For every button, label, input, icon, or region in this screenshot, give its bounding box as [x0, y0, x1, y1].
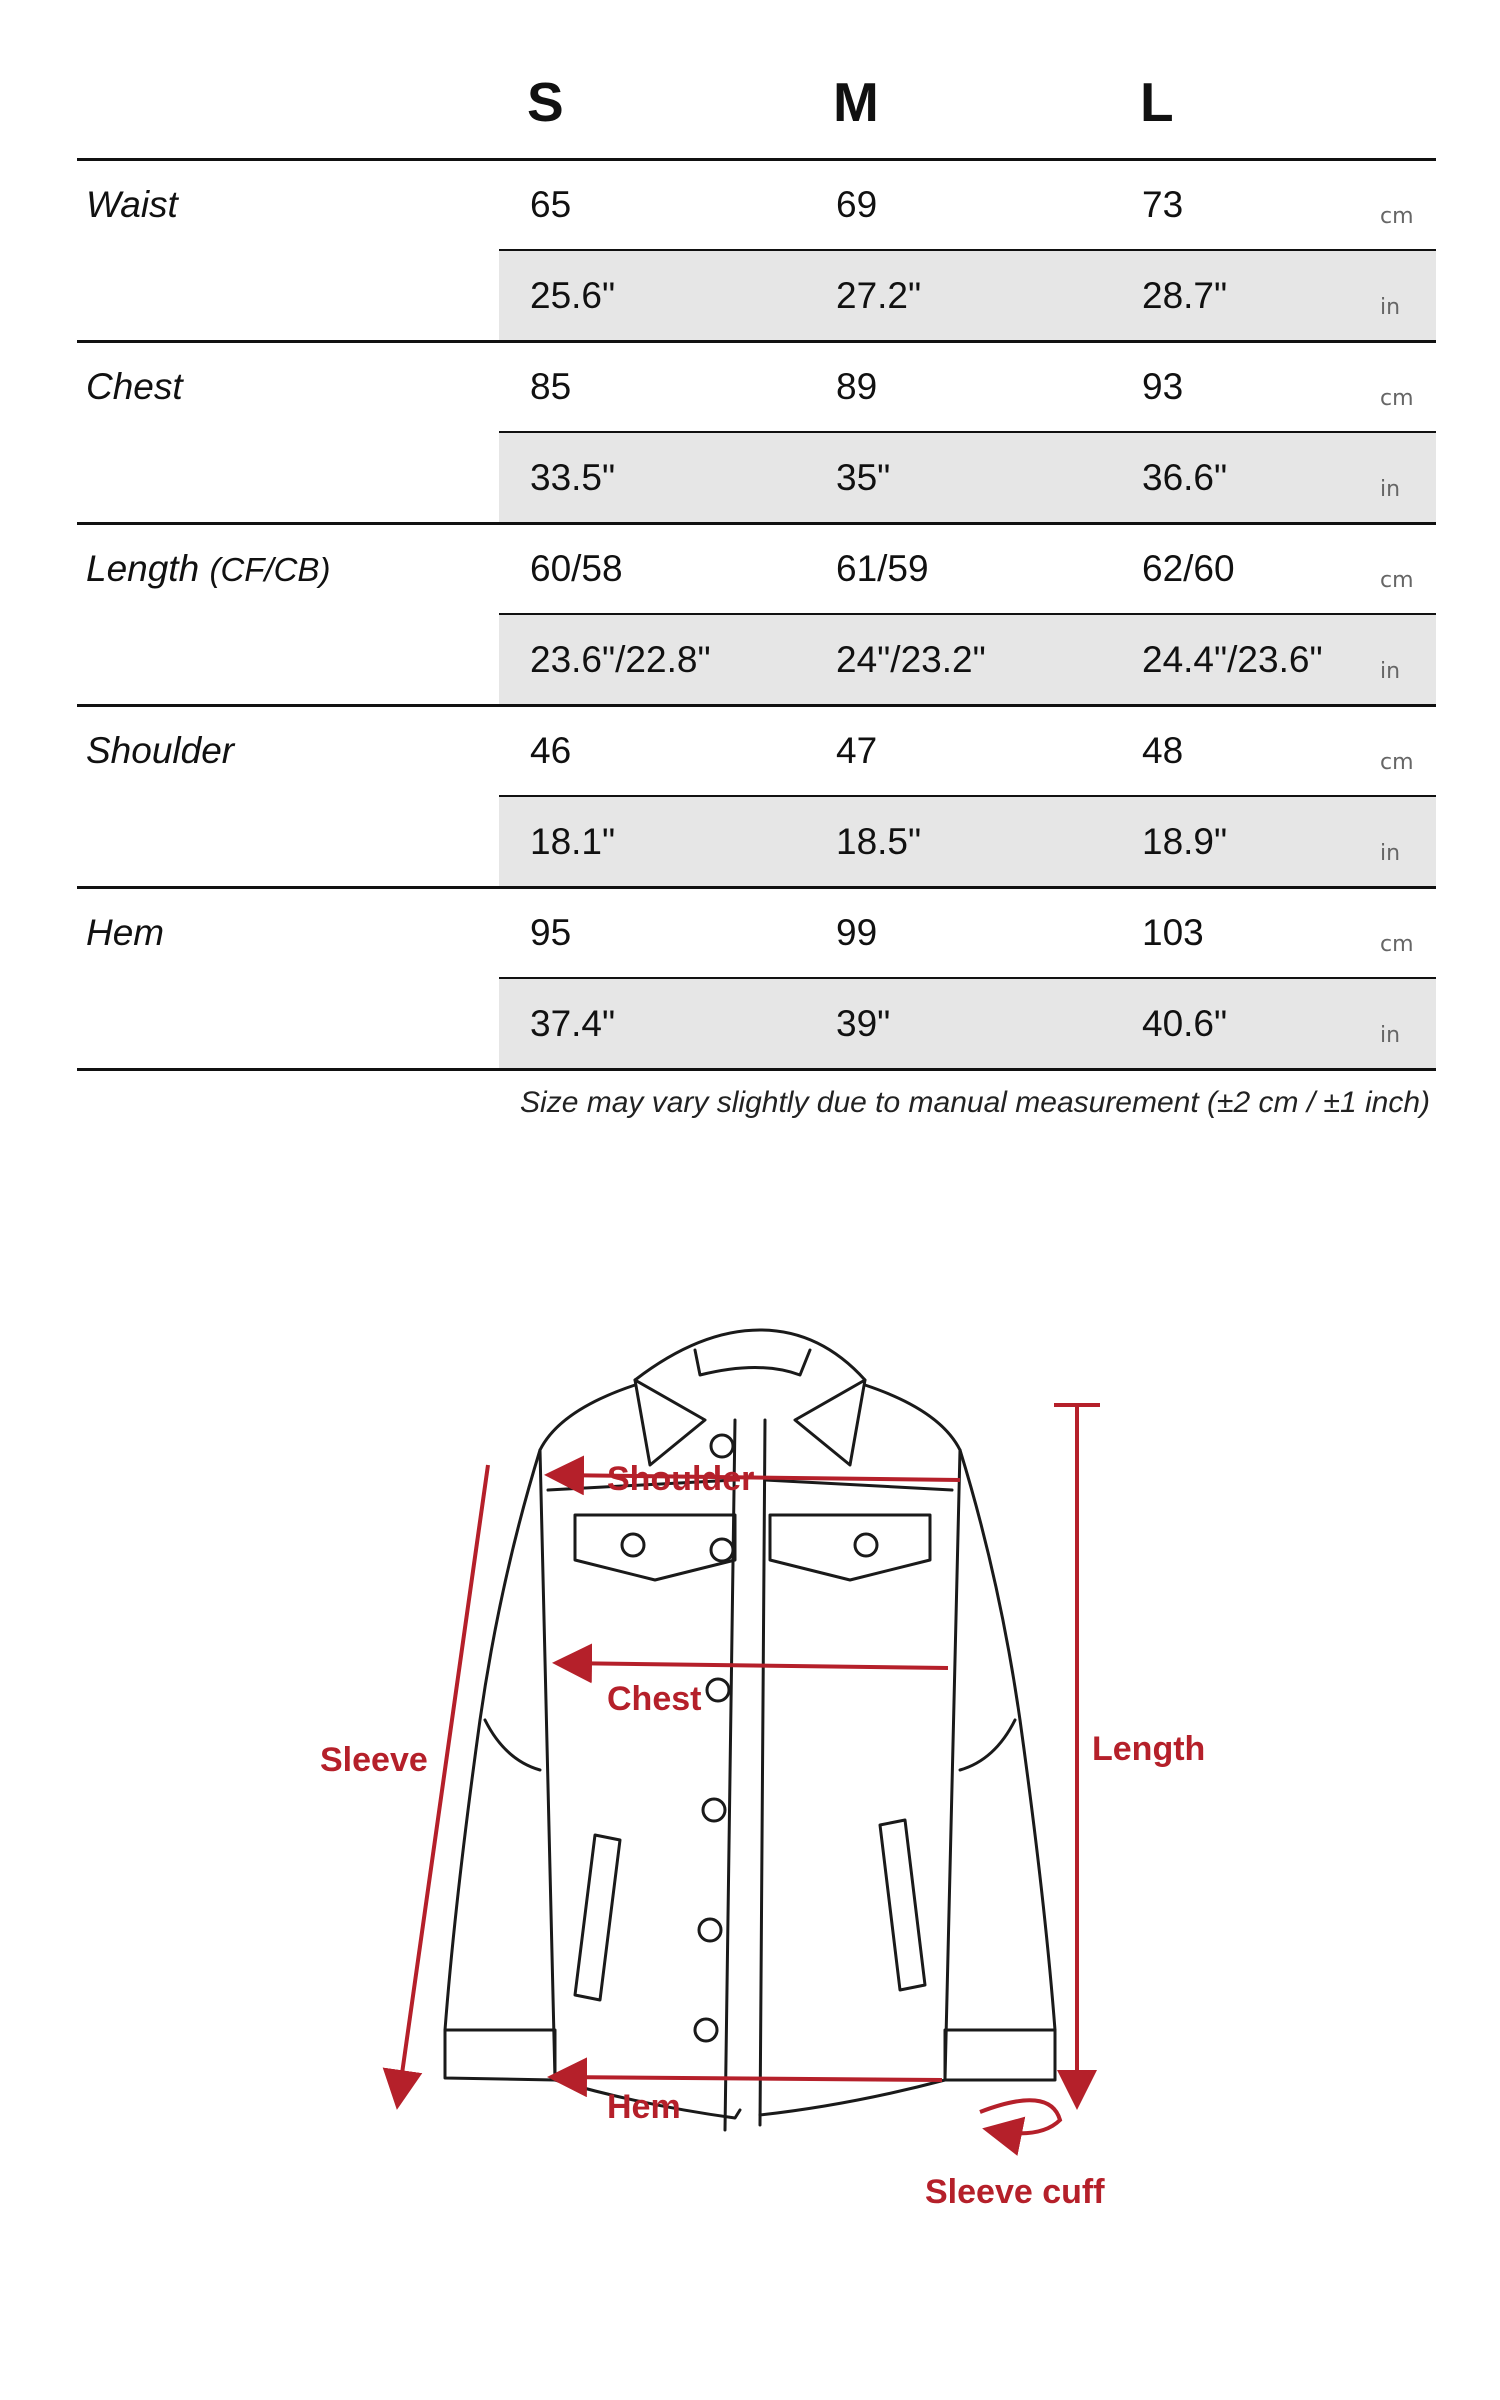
chest-in-m: 35" [836, 457, 891, 498]
row-divider [499, 795, 1436, 797]
table-divider [77, 704, 1436, 707]
jacket-measurement-diagram [0, 1200, 1500, 2300]
button [855, 1534, 877, 1556]
chest-arrow [560, 1663, 948, 1668]
chest-cm-l: 93 [1142, 366, 1184, 407]
button [699, 1919, 721, 1941]
unit-cm: cm [1380, 204, 1414, 229]
unit-in: in [1380, 1023, 1401, 1048]
left-armhole [540, 1450, 555, 2080]
left-elbow-crease [485, 1720, 540, 1770]
size-header-l: L [1140, 71, 1174, 133]
inch-row-band [499, 797, 1436, 886]
right-elbow-crease [960, 1720, 1015, 1770]
button [711, 1539, 733, 1561]
diagram-label-sleeve-cuff: Sleeve cuff [925, 2173, 1105, 2211]
row-divider [499, 249, 1436, 251]
row-divider [499, 977, 1436, 979]
measure-label-chest: Chest [86, 366, 183, 407]
collar-left [635, 1380, 705, 1465]
right-cuff [945, 2030, 1055, 2080]
row-divider [499, 613, 1436, 615]
inch-row-band [499, 433, 1436, 522]
sleeve-cuff-arrow [980, 2100, 1060, 2133]
diagram-label-sleeve: Sleeve [320, 1741, 428, 1779]
table-divider [77, 340, 1436, 343]
hem-in-m: 39" [836, 1003, 891, 1044]
diagram-label-shoulder: Shoulder [607, 1460, 755, 1498]
table-divider [77, 886, 1436, 889]
diagram-label-hem: Hem [607, 2088, 681, 2126]
chest-in-s: 33.5" [530, 457, 616, 498]
hem-cm-m: 99 [836, 912, 878, 953]
hem-arrow [555, 2077, 942, 2080]
unit-cm: cm [1380, 750, 1414, 775]
chest-in-l: 36.6" [1142, 457, 1228, 498]
measure-label-hem: Hem [86, 912, 165, 953]
right-armhole [945, 1450, 960, 2080]
button [711, 1435, 733, 1457]
hem-in-l: 40.6" [1142, 1003, 1228, 1044]
shoulder-in-l: 18.9" [1142, 821, 1228, 862]
unit-cm: cm [1380, 568, 1414, 593]
collar-back [635, 1330, 865, 1380]
waist-in-m: 27.2" [836, 275, 922, 316]
sleeve-arrow [398, 1465, 488, 2102]
hem-right [760, 2080, 945, 2115]
right-chest-pocket [770, 1515, 930, 1580]
unit-in: in [1380, 477, 1401, 502]
button [695, 2019, 717, 2041]
shoulder-in-m: 18.5" [836, 821, 922, 862]
unit-cm: cm [1380, 932, 1414, 957]
inch-row-band [499, 251, 1436, 340]
unit-in: in [1380, 841, 1401, 866]
hem-cm-s: 95 [530, 912, 572, 953]
right-side-pocket [880, 1820, 925, 1990]
table-divider [77, 1068, 1436, 1071]
hem-cm-l: 103 [1142, 912, 1204, 953]
waist-cm-s: 65 [530, 184, 572, 225]
table-divider [77, 522, 1436, 525]
measure-label-waist: Waist [86, 184, 178, 225]
table-divider [77, 158, 1436, 161]
length-in-s: 23.6"/22.8" [530, 639, 711, 680]
inch-row-band [499, 979, 1436, 1068]
waist-in-s: 25.6" [530, 275, 616, 316]
diagram-label-chest: Chest [607, 1680, 702, 1718]
collar-inner [695, 1350, 810, 1375]
waist-in-l: 28.7" [1142, 275, 1228, 316]
shoulder-in-s: 18.1" [530, 821, 616, 862]
waist-cm-l: 73 [1142, 184, 1184, 225]
left-side-pocket [575, 1835, 620, 2000]
collar-right [795, 1380, 865, 1465]
left-cuff [445, 2030, 555, 2080]
row-divider [499, 431, 1436, 433]
length-in-m: 24"/23.2" [836, 639, 986, 680]
shoulder-cm-m: 47 [836, 730, 878, 771]
measure-label-length: Length (CF/CB) [86, 548, 331, 589]
chest-cm-s: 85 [530, 366, 572, 407]
size-header-m: M [833, 71, 879, 133]
jacket-illustration [0, 1200, 1500, 2300]
length-cm-l: 62/60 [1142, 548, 1235, 589]
placket-right [760, 1420, 765, 2125]
length-cm-m: 61/59 [836, 548, 929, 589]
button [707, 1679, 729, 1701]
measure-label-shoulder: Shoulder [86, 730, 235, 771]
size-header-s: S [527, 71, 564, 133]
button [622, 1534, 644, 1556]
waist-cm-m: 69 [836, 184, 878, 225]
length-in-l: 24.4"/23.6" [1142, 639, 1323, 680]
chest-cm-m: 89 [836, 366, 878, 407]
unit-in: in [1380, 295, 1401, 320]
unit-cm: cm [1380, 386, 1414, 411]
unit-in: in [1380, 659, 1401, 684]
size-chart-table [0, 0, 1500, 1140]
button [703, 1799, 725, 1821]
shoulder-cm-l: 48 [1142, 730, 1184, 771]
shoulder-cm-s: 46 [530, 730, 572, 771]
diagram-label-length: Length [1092, 1730, 1206, 1768]
length-cm-s: 60/58 [530, 548, 623, 589]
measurement-disclaimer: Size may vary slightly due to manual measurement (±2 cm / ±1 inch) [520, 1086, 1430, 1119]
hem-in-s: 37.4" [530, 1003, 616, 1044]
